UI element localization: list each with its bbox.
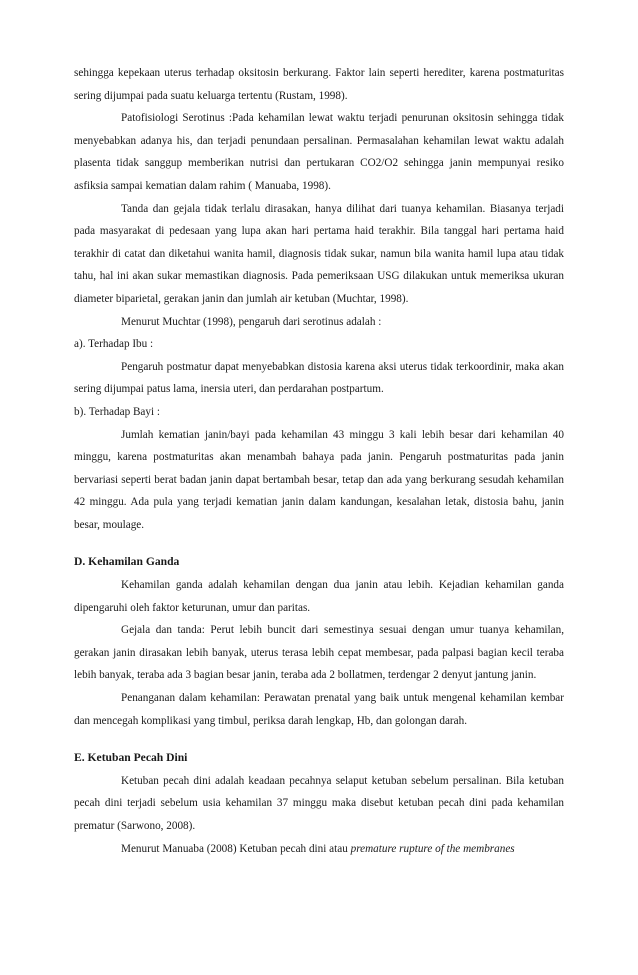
section-gap [74,536,564,551]
paragraph-kpd-definisi: Ketuban pecah dini adalah keadaan pecahnya selaput ketuban sebelum persalinan. Bila ketuban pecah dini terjadi sebelum usia kehamilan 37 minggu maka disebut ketuban pecah dini pada kehamilan prematur (Sarwono, 2008). [74,774,564,832]
paragraph-pengaruh-bayi: Jumlah kematian janin/bayi pada kehamilan 43 minggu 3 kali lebih besar dari kehamilan 40 minggu, karena postmaturitas akan menambah bahaya pada janin. Pengaruh postmaturitas pada janin bervariasi seperti berat badan janin dapat bertambah besar, tetap dan ada yang berkurang sesudah kehamilan 42 minggu. Ada pula yang terjadi kematian janin dalam kandungan, kesalahan letak, distosia bahu, janin besar, moulage. [74,428,564,531]
paragraph-tanda-gejala: Tanda dan gejala tidak terlalu dirasakan, hanya dilihat dari tuanya kehamilan. Biasanya terjadi pada masyarakat di pedesaan yang lupa akan hari pertama haid terakhir. Bila tanggal hari pertama haid terakhir di catat dan diketahui wanita hamil, diagnosis tidak sukar, namun bila wanita hamil lupa atau tidak tahu, hal ini akan sukar memastikan diagnosis. Pada pemeriksaan USG dilakukan untuk memeriksa ukuran diameter biparietal, gerakan janin dan jumlah air ketuban (Muchtar, 1998). [74,202,564,305]
paragraph-postmaturitas: sehingga kepekaan uterus terhadap oksitosin berkurang. Faktor lain seperti herediter, karena postmaturitas sering dijumpai pada suatu keluarga tertentu (Rustam, 1998). [74,67,564,102]
sub-label-bayi: b). Terhadap Bayi : [74,405,160,418]
heading-kehamilan-ganda: D. Kehamilan Ganda [74,555,180,569]
paragraph-patofisiologi: Patofisiologi Serotinus :Pada kehamilan lewat waktu terjadi penurunan oksitosin sehingga tidak menyebabkan adanya his, dan terjadi penundaan persalinan. Permasalahan kehamilan lewat waktu adalah plasenta tidak sanggup memberikan nutrisi dan pertukaran CO2/O2 sehingga janin mempunyai resiko asfiksia sampai kematian dalam rahim ( Manuaba, 1998). [74,112,564,192]
paragraph-ganda-gejala: Gejala dan tanda: Perut lebih buncit dari semestinya sesuai dengan umur tuanya kehamilan, gerakan janin dirasakan lebih banyak, uterus terasa lebih cepat membesar, pada palpasi bagian kecil teraba lebih banyak, teraba ada 3 bagian besar janin, teraba ada 2 bollatmen, terdengar 2 denyut jantung janin. [74,624,564,682]
sub-label-ibu: a). Terhadap Ibu : [74,338,154,351]
paragraph-ganda-penanganan: Penanganan dalam kehamilan: Perawatan prenatal yang baik untuk mengenal kehamilan kembar dan mencegah komplikasi yang timbul, periksa darah lengkap, Hb, dan golongan darah. [74,692,564,727]
kpd-italic-term: premature rupture of the membranes [350,842,515,855]
paragraph-pengaruh-intro: Menurut Muchtar (1998), pengaruh dari serotinus adalah : [121,315,382,328]
kpd-lead-text: Menurut Manuaba (2008) Ketuban pecah dini atau [121,842,351,855]
section-gap [74,732,564,747]
paragraph-kpd-manuaba [74,838,564,861]
paragraph-ganda-definisi: Kehamilan ganda adalah kehamilan dengan dua janin atau lebih. Kejadian kehamilan ganda dipengaruhi oleh faktor keturunan, umur dan paritas. [74,579,564,614]
heading-ketuban-pecah-dini: E. Ketuban Pecah Dini [74,751,188,765]
paragraph-pengaruh-ibu: Pengaruh postmatur dapat menyebabkan distosia karena aksi uterus tidak terkoordinir, maka akan sering dijumpai patus lama, inersia uteri, dan perdarahan postpartum. [74,360,564,396]
document-page [74,62,564,860]
